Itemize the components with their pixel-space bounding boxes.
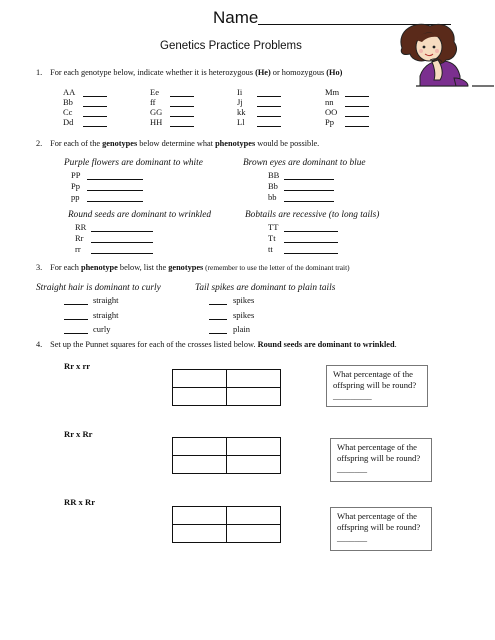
answer-blank[interactable] xyxy=(83,108,107,117)
punnett-cell[interactable] xyxy=(173,370,227,388)
punnett-cell[interactable] xyxy=(173,438,227,456)
punnett-cell[interactable] xyxy=(173,456,227,474)
phenotype-row xyxy=(209,324,250,334)
question-2-text-2: below determine what xyxy=(137,139,216,148)
genotype-row xyxy=(268,170,334,180)
genotype-row xyxy=(268,244,338,254)
phenotype-answer-blank[interactable] xyxy=(284,223,338,232)
genotype-label: Ee xyxy=(150,87,159,97)
question-3-text: For each xyxy=(50,263,81,272)
genotype-row xyxy=(75,222,153,232)
genotype-label: HH xyxy=(150,117,163,127)
genotype-label: Bb xyxy=(63,97,73,107)
question-2-number: 2. xyxy=(36,139,43,148)
phenotype-row xyxy=(209,310,254,320)
genotype-label: kk xyxy=(237,107,246,117)
phenotype-row xyxy=(64,310,119,320)
genotype-row xyxy=(63,107,107,117)
genotype-answer-blank[interactable] xyxy=(209,325,227,334)
genotype-label: Ll xyxy=(237,117,245,127)
cross-label: Rr x rr xyxy=(64,361,91,371)
percentage-question-box xyxy=(326,365,428,407)
answer-blank[interactable] xyxy=(170,108,194,117)
genotype-label: Ii xyxy=(237,87,243,97)
page-title: Genetics Practice Problems xyxy=(160,40,302,52)
genotype-row xyxy=(268,233,338,243)
punnett-cell[interactable] xyxy=(173,507,227,525)
phenotype-answer-blank[interactable] xyxy=(284,171,334,180)
phenotype-answer-blank[interactable] xyxy=(284,234,338,243)
genotype-row xyxy=(268,181,334,191)
phenotype-row xyxy=(209,295,254,305)
cross-label: RR x Rr xyxy=(64,497,96,507)
phenotype-answer-blank[interactable] xyxy=(87,193,143,202)
punnett-square[interactable] xyxy=(172,506,281,543)
genotype-row xyxy=(71,192,143,202)
answer-blank[interactable] xyxy=(170,98,194,107)
percentage-question-box xyxy=(330,507,432,551)
answer-blank[interactable] xyxy=(345,108,369,117)
cross-label: Rr x Rr xyxy=(64,429,93,439)
punnett-square[interactable] xyxy=(172,437,281,474)
phenotype-row xyxy=(64,324,110,334)
answer-blank[interactable] xyxy=(257,88,281,97)
genotype-row xyxy=(325,107,369,117)
genotype-answer-blank[interactable] xyxy=(64,296,88,305)
question-3-text-2: below, list the xyxy=(117,263,169,272)
question-2-text: For each of the xyxy=(50,139,103,148)
answer-blank[interactable] xyxy=(257,118,281,127)
question-1-number: 1. xyxy=(36,68,43,77)
question-2 xyxy=(36,139,319,148)
punnett-cell[interactable] xyxy=(227,438,281,456)
genotypes-bold: genotypes xyxy=(102,139,138,148)
genotype-answer-blank[interactable] xyxy=(64,325,88,334)
answer-blank[interactable] xyxy=(345,118,369,127)
phenotype-label: straight xyxy=(93,310,119,320)
homozygous-abbrev: (Ho) xyxy=(326,68,343,77)
genotype-label: Rr xyxy=(75,233,84,243)
genotype-label: Tt xyxy=(268,233,276,243)
question-1-text: For each genotype below, indicate whether it is heterozygous xyxy=(50,68,256,77)
answer-blank[interactable] xyxy=(83,118,107,127)
punnett-cell[interactable] xyxy=(227,388,281,406)
round-seeds-bold: Round seeds are dominant to wrinkled xyxy=(257,340,395,349)
trait-heading: Bobtails are recessive (to long tails) xyxy=(245,210,380,220)
genotype-label: bb xyxy=(268,192,277,202)
genotype-row xyxy=(63,87,107,97)
phenotype-answer-blank[interactable] xyxy=(87,171,143,180)
genotype-row xyxy=(63,97,107,107)
phenotype-bold: phenotype xyxy=(80,263,118,272)
genotype-label: tt xyxy=(268,244,273,254)
question-3 xyxy=(36,263,350,272)
percentage-question-box xyxy=(330,438,432,482)
question-2-text-3: would be possible. xyxy=(255,139,320,148)
phenotype-label: plain xyxy=(233,324,250,334)
name-label: Name xyxy=(213,8,259,27)
genotype-answer-blank[interactable] xyxy=(209,311,227,320)
trait-heading: Round seeds are dominant to wrinkled xyxy=(68,210,211,220)
question-4-period: . xyxy=(394,340,397,349)
percentage-question-text: What percentage of the offspring will be round? _______ xyxy=(337,442,421,475)
genotype-row xyxy=(150,117,194,127)
phenotype-answer-blank[interactable] xyxy=(91,245,153,254)
phenotype-answer-blank[interactable] xyxy=(284,193,334,202)
genotype-row xyxy=(75,244,153,254)
question-1 xyxy=(36,68,342,77)
punnett-cell[interactable] xyxy=(227,507,281,525)
genotype-row xyxy=(325,87,369,97)
punnett-cell[interactable] xyxy=(227,456,281,474)
phenotype-label: spikes xyxy=(233,310,255,320)
phenotype-answer-blank[interactable] xyxy=(284,182,334,191)
genotype-label: TT xyxy=(268,222,279,232)
trait-heading: Tail spikes are dominant to plain tails xyxy=(195,283,336,293)
genotype-label: OO xyxy=(325,107,338,117)
genotype-label: Pp xyxy=(325,117,334,127)
punnett-cell[interactable] xyxy=(227,525,281,543)
punnett-cell[interactable] xyxy=(227,370,281,388)
genotype-label: nn xyxy=(325,97,334,107)
genotype-label: PP xyxy=(71,170,81,180)
genotype-row xyxy=(325,97,369,107)
genotype-label: Bb xyxy=(268,181,278,191)
percentage-question-text: What percentage of the offspring will be round? _________ xyxy=(333,369,417,402)
punnett-cell[interactable] xyxy=(173,525,227,543)
genotype-label: BB xyxy=(268,170,280,180)
phenotypes-bold: phenotypes xyxy=(215,139,256,148)
question-3-note: (remember to use the letter of the dominant trait) xyxy=(203,263,350,272)
genotype-row xyxy=(268,192,334,202)
genotype-row xyxy=(237,107,281,117)
phenotype-label: straight xyxy=(93,295,119,305)
genotype-row xyxy=(237,117,281,127)
phenotype-label: spikes xyxy=(233,295,255,305)
genotype-row xyxy=(150,107,194,117)
heterozygous-abbrev: (He) xyxy=(255,68,271,77)
answer-blank[interactable] xyxy=(345,88,369,97)
genotype-label: Cc xyxy=(63,107,73,117)
answer-blank[interactable] xyxy=(345,98,369,107)
phenotype-answer-blank[interactable] xyxy=(284,245,338,254)
genotype-label: pp xyxy=(71,192,80,202)
question-3-number: 3. xyxy=(36,263,43,272)
genotype-row xyxy=(237,87,281,97)
genotype-label: Dd xyxy=(63,117,74,127)
trait-heading: Brown eyes are dominant to blue xyxy=(243,158,366,168)
genotype-label: Mm xyxy=(325,87,340,97)
genotype-label: rr xyxy=(75,244,81,254)
question-4-text: Set up the Punnet squares for each of the crosses listed below. xyxy=(50,340,258,349)
genotype-row xyxy=(237,97,281,107)
phenotype-answer-blank[interactable] xyxy=(91,234,153,243)
genotype-row xyxy=(63,117,107,127)
genotype-answer-blank[interactable] xyxy=(209,296,227,305)
answer-blank[interactable] xyxy=(170,88,194,97)
question-4 xyxy=(36,340,397,349)
answer-blank[interactable] xyxy=(83,88,107,97)
percentage-question-text: What percentage of the offspring will be round? _______ xyxy=(337,511,421,544)
answer-blank[interactable] xyxy=(83,98,107,107)
answer-blank[interactable] xyxy=(257,108,281,117)
genotype-row xyxy=(75,233,153,243)
genotype-row xyxy=(268,222,338,232)
punnett-cell[interactable] xyxy=(173,388,227,406)
question-4-number: 4. xyxy=(36,340,43,349)
phenotype-label: curly xyxy=(93,324,111,334)
phenotype-row xyxy=(64,295,119,305)
cartoon-girl-illustration xyxy=(372,20,495,100)
genotype-label: ff xyxy=(150,97,156,107)
genotype-label: GG xyxy=(150,107,163,117)
phenotype-answer-blank[interactable] xyxy=(87,182,143,191)
genotype-label: Pp xyxy=(71,181,80,191)
answer-blank[interactable] xyxy=(170,118,194,127)
genotype-row xyxy=(150,87,194,97)
genotype-row xyxy=(325,117,369,127)
genotype-answer-blank[interactable] xyxy=(64,311,88,320)
phenotype-answer-blank[interactable] xyxy=(91,223,153,232)
trait-heading: Straight hair is dominant to curly xyxy=(36,283,161,293)
genotype-label: AA xyxy=(63,87,76,97)
question-1-text-2: or homozygous xyxy=(270,68,327,77)
genotype-row xyxy=(71,170,143,180)
genotype-row xyxy=(150,97,194,107)
genotypes-bold-q3: genotypes xyxy=(168,263,204,272)
genotype-label: RR xyxy=(75,222,87,232)
genotype-row xyxy=(71,181,143,191)
answer-blank[interactable] xyxy=(257,98,281,107)
punnett-square[interactable] xyxy=(172,369,281,406)
genotype-label: Jj xyxy=(237,97,243,107)
trait-heading: Purple flowers are dominant to white xyxy=(64,158,203,168)
